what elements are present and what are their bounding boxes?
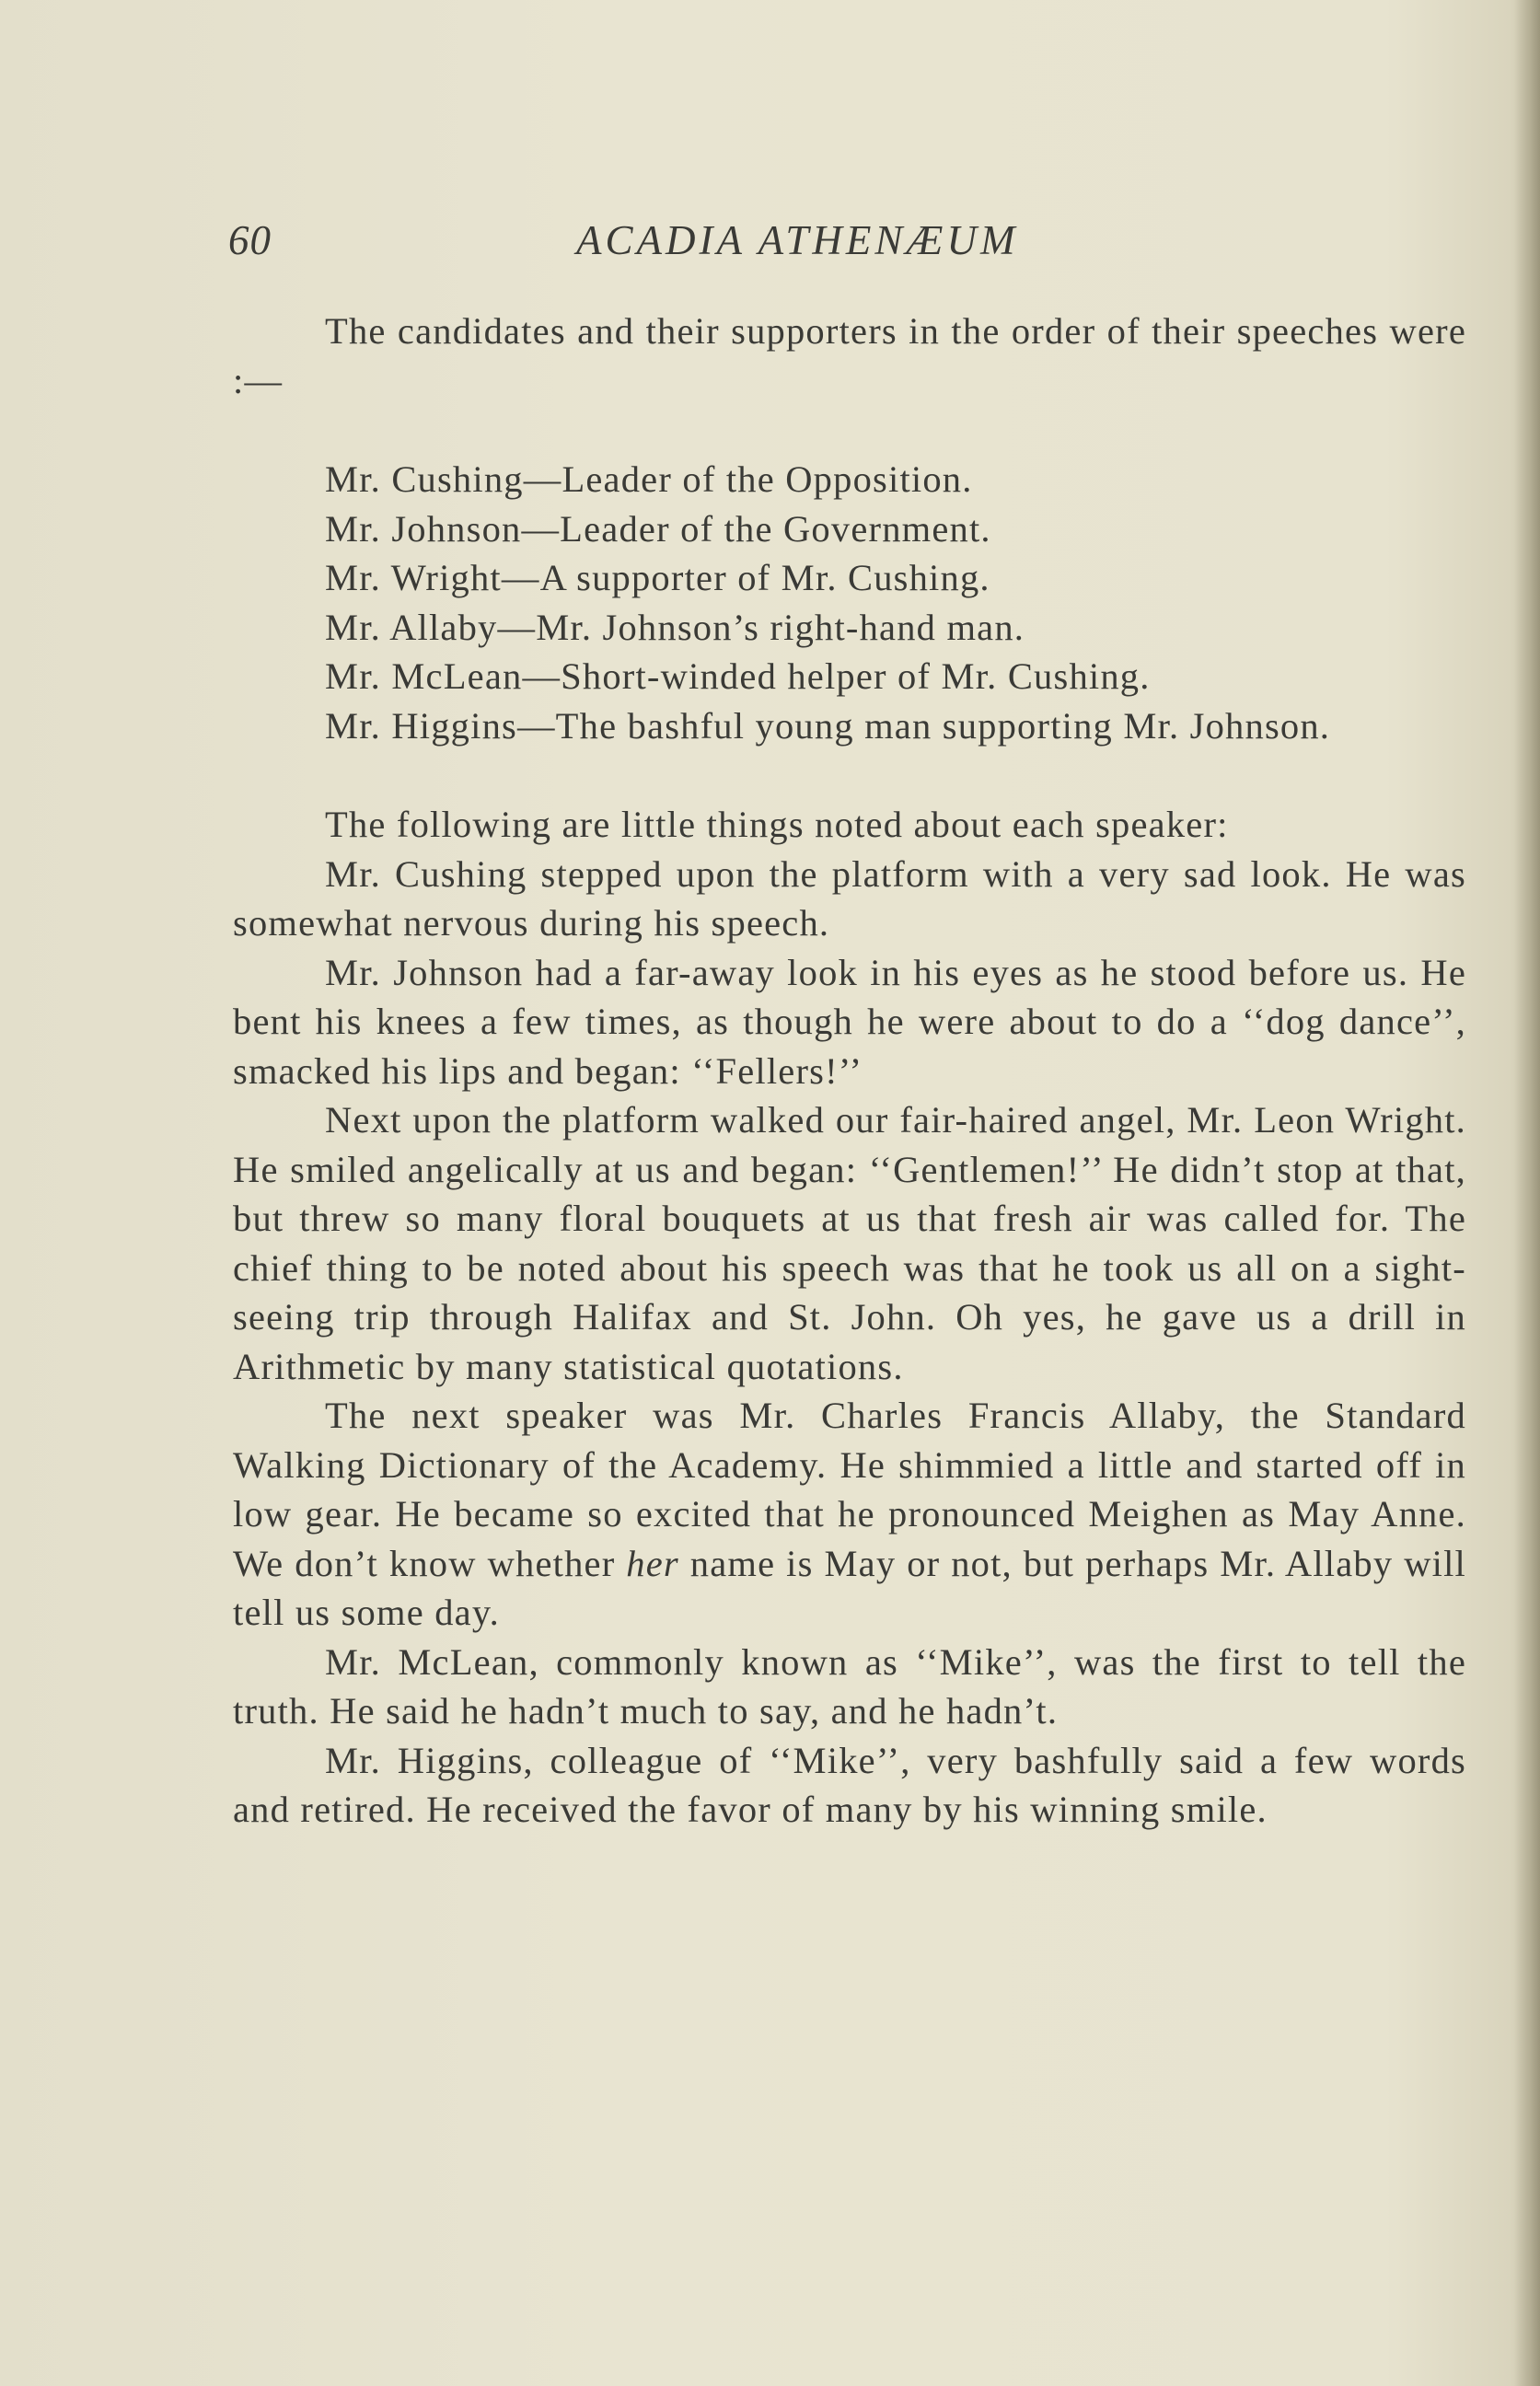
- candidate-line: Mr. Wright—A supporter of Mr. Cushing.: [325, 557, 990, 598]
- allaby-text-start: The next speaker was Mr. Charles Francis Allaby, the Standard Walking Dictionary of the Academy. He shimmied a little and started off in low gear. He became so excited that he pronounced Meighen as May Anne. We don’t know whether: [233, 1395, 1466, 1584]
- allaby-text-end: name is May or not, but perhaps Mr. Allaby will tell us some day.: [233, 1542, 1466, 1633]
- paragraph-allaby: [233, 1391, 1466, 1638]
- intro-paragraph: The candidates and their supporters in the order of their speeches were :—: [233, 310, 1466, 401]
- paragraph-mclean: Mr. McLean, commonly known as ‘‘Mike’’, was the first to tell the truth. He said he hadn’t much to say, and he hadn’t.: [233, 1640, 1466, 1732]
- paragraph-cushing: Mr. Cushing stepped upon the platform with a very sad look. He was somewhat nervous during his speech.: [233, 852, 1466, 944]
- page-header: [228, 216, 1462, 272]
- candidate-line: Mr. Allaby—Mr. Johnson’s right-hand man.: [325, 606, 1025, 648]
- candidate-line: Mr. Johnson—Leader of the Government.: [325, 507, 991, 550]
- candidate-line: Mr. Cushing—Leader of the Opposition.: [325, 458, 973, 500]
- running-title: ACADIA ATHENÆUM: [576, 217, 1019, 263]
- emphasis-her: her: [626, 1542, 679, 1584]
- paragraph-higgins: Mr. Higgins, colleague of ‘‘Mike’’, very bashfully said a few words and retired. He received the favor of many by his winning smile.: [233, 1739, 1466, 1830]
- candidate-line: Mr. McLean—Short-winded helper of Mr. Cushing.: [325, 655, 1151, 697]
- body-text: [233, 307, 1466, 1835]
- paragraph-wright: Next upon the platform walked our fair-haired angel, Mr. Leon Wright. He smiled angelically at us and began: ‘‘Gentlemen!’’ He didn’t stop at that, but threw so many floral bouquets at us that fresh air was called for. The chief thing to be noted about his speech was that he took us all on a sight-seeing trip through Halifax and St. John. Oh yes, he gave us a drill in Arithmetic by many statistical quotations.: [233, 1099, 1466, 1387]
- notes-intro: The following are little things noted about each speaker:: [325, 804, 1229, 845]
- page-number: 60: [228, 217, 272, 263]
- page-edge-shadow: [1514, 0, 1540, 2386]
- paragraph-johnson: Mr. Johnson had a far-away look in his eyes as he stood before us. He bent his knees a few times, as though he were about to do a ‘‘dog dance’’, smacked his lips and began: ‘‘Fellers!’’: [233, 951, 1466, 1092]
- candidate-line: Mr. Higgins—The bashful young man supporting Mr. Johnson.: [325, 704, 1331, 747]
- spacer: [233, 405, 1466, 455]
- spacer: [233, 750, 1466, 800]
